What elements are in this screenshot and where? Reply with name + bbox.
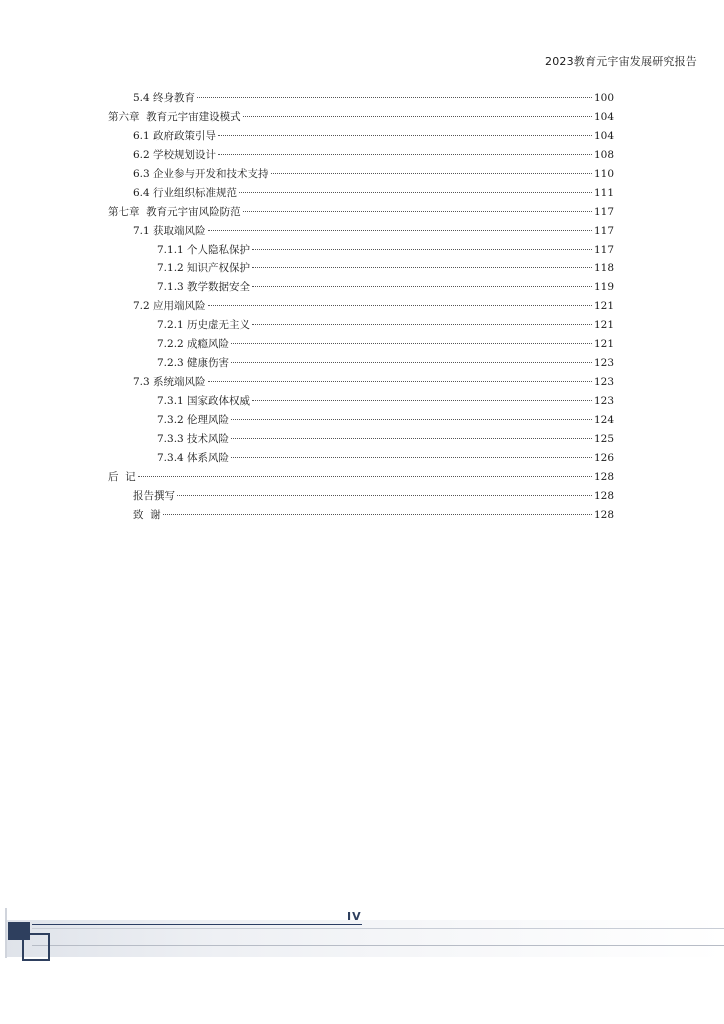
toc-entry[interactable]	[108, 89, 614, 108]
table-of-contents	[108, 89, 614, 525]
toc-entry-page: 117	[593, 243, 614, 256]
toc-entry-label: 7.2.2 成瘾风险	[157, 338, 230, 351]
toc-entry-page: 123	[593, 376, 614, 389]
toc-dot-leader	[252, 266, 592, 268]
report-title-header: 2023教育元宇宙发展研究报告	[545, 55, 697, 68]
toc-entry-page: 111	[593, 186, 614, 199]
toc-dot-leader	[243, 210, 592, 212]
toc-entry[interactable]	[108, 468, 614, 487]
toc-entry-page: 128	[593, 508, 614, 521]
toc-dot-leader	[218, 134, 592, 136]
toc-entry-page: 104	[593, 110, 614, 123]
toc-entry-label: 后 记	[108, 470, 136, 483]
toc-entry-page: 121	[593, 319, 614, 332]
toc-entry[interactable]	[108, 487, 614, 506]
toc-entry-page: 128	[593, 470, 614, 483]
toc-entry[interactable]	[108, 184, 614, 203]
toc-dot-leader	[252, 285, 592, 287]
toc-entry-label: 6.2 学校规划设计	[133, 148, 217, 161]
toc-dot-leader	[252, 323, 592, 325]
toc-entry-page: 118	[593, 262, 614, 275]
toc-entry-page: 108	[593, 148, 614, 161]
toc-entry-page: 119	[593, 281, 614, 294]
toc-dot-leader	[231, 437, 592, 439]
toc-entry[interactable]	[108, 127, 614, 146]
toc-entry-label: 第七章 教育元宇宙风险防范	[108, 205, 241, 218]
toc-entry-label: 7.3.3 技术风险	[157, 432, 230, 445]
toc-entry-page: 124	[593, 413, 614, 426]
toc-entry-page: 110	[593, 167, 614, 180]
toc-entry[interactable]	[108, 165, 614, 184]
toc-entry[interactable]	[108, 430, 614, 449]
toc-entry-page: 117	[593, 224, 614, 237]
footer-rule-bottom	[32, 945, 724, 946]
toc-entry-label: 致 谢	[133, 508, 161, 521]
toc-entry-label: 7.1.2 知识产权保护	[157, 262, 251, 275]
toc-entry[interactable]	[108, 241, 614, 260]
toc-entry-page: 126	[593, 451, 614, 464]
toc-entry-label: 7.3 系统端风险	[133, 376, 206, 389]
page-footer	[0, 900, 724, 970]
toc-entry-label: 7.2.3 健康伤害	[157, 357, 230, 370]
toc-entry-page: 125	[593, 432, 614, 445]
toc-entry[interactable]	[108, 354, 614, 373]
toc-entry-label: 7.3.4 体系风险	[157, 451, 230, 464]
toc-entry-page: 128	[593, 489, 614, 502]
toc-entry-label: 报告撰写	[133, 489, 175, 502]
toc-dot-leader	[252, 248, 592, 250]
toc-entry[interactable]	[108, 108, 614, 127]
toc-entry[interactable]	[108, 392, 614, 411]
toc-entry-page: 117	[593, 205, 614, 218]
toc-dot-leader	[177, 494, 592, 496]
toc-dot-leader	[239, 191, 592, 193]
toc-entry-label: 7.1 获取端风险	[133, 224, 206, 237]
toc-entry[interactable]	[108, 373, 614, 392]
toc-dot-leader	[231, 342, 592, 344]
toc-entry-label: 6.4 行业组织标准规范	[133, 186, 238, 199]
toc-entry[interactable]	[108, 146, 614, 165]
footer-decorative-band	[5, 920, 724, 957]
toc-entry-page: 100	[593, 92, 614, 104]
toc-entry-label: 7.1.3 教学数据安全	[157, 281, 251, 294]
toc-entry-page: 121	[593, 300, 614, 313]
toc-entry-label: 6.3 企业参与开发和技术支持	[133, 167, 269, 180]
toc-entry[interactable]	[108, 278, 614, 297]
toc-entry[interactable]	[108, 222, 614, 241]
toc-dot-leader	[208, 380, 592, 382]
toc-entry-label: 5.4 终身教育	[133, 92, 196, 104]
toc-entry-label: 7.3.2 伦理风险	[157, 413, 230, 426]
toc-entry[interactable]	[108, 449, 614, 468]
toc-dot-leader	[138, 475, 592, 477]
toc-dot-leader	[243, 115, 592, 117]
footer-vertical-rule	[5, 908, 7, 958]
toc-entry-label: 7.2.1 历史虚无主义	[157, 319, 251, 332]
toc-dot-leader	[231, 361, 592, 363]
toc-entry-label: 6.1 政府政策引导	[133, 129, 217, 142]
toc-entry-page: 104	[593, 129, 614, 142]
toc-entry-page: 123	[593, 357, 614, 370]
toc-entry[interactable]	[108, 335, 614, 354]
toc-entry-page: 123	[593, 395, 614, 407]
toc-dot-leader	[231, 456, 592, 458]
toc-entry[interactable]	[108, 203, 614, 222]
toc-entry-label: 7.2 应用端风险	[133, 300, 206, 313]
toc-entry-label: 7.3.1 国家政体权威	[157, 395, 251, 407]
toc-entry[interactable]	[108, 506, 614, 525]
toc-entry[interactable]	[108, 316, 614, 335]
toc-dot-leader	[208, 229, 592, 231]
footer-rule-middle	[32, 928, 724, 929]
toc-entry[interactable]	[108, 259, 614, 278]
page-number: IV	[347, 910, 362, 923]
toc-entry[interactable]	[108, 297, 614, 316]
toc-entry-label: 7.1.1 个人隐私保护	[157, 243, 251, 256]
toc-dot-leader	[197, 96, 592, 98]
footer-square-outline-icon	[22, 933, 50, 961]
toc-dot-leader	[208, 304, 592, 306]
toc-entry-page: 121	[593, 338, 614, 351]
toc-dot-leader	[231, 418, 592, 420]
toc-entry[interactable]	[108, 411, 614, 430]
toc-dot-leader	[271, 172, 592, 174]
toc-dot-leader	[218, 153, 592, 155]
toc-entry-label: 第六章 教育元宇宙建设模式	[108, 110, 241, 123]
toc-dot-leader	[252, 399, 592, 401]
toc-dot-leader	[163, 513, 592, 515]
footer-rule-top	[32, 924, 362, 925]
